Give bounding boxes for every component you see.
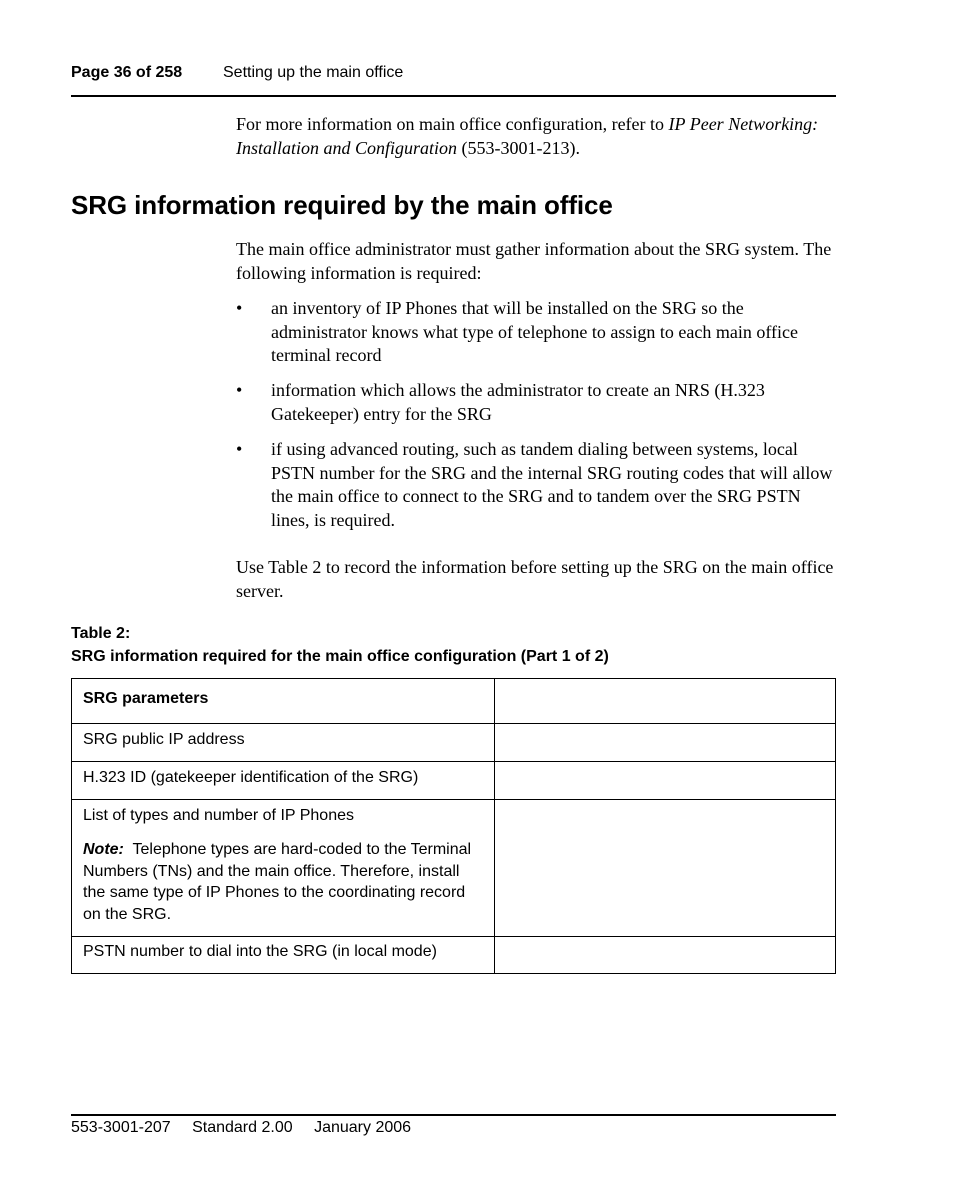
value-cell	[495, 679, 836, 724]
table-row	[72, 762, 836, 800]
note	[83, 839, 483, 925]
footer-doc-number: 553-3001-207	[71, 1119, 171, 1136]
parameter-cell: H.323 ID (gatekeeper identification of the SRG)	[72, 762, 495, 800]
page-number: Page 36 of 258	[71, 64, 183, 81]
parameter-cell: SRG public IP address	[72, 724, 495, 762]
note-text: Telephone types are hard-coded to the Terminal Numbers (TNs) and the main office. Therefore, install the same type of IP Phones to the coordinating record on the SRG.	[83, 841, 472, 923]
section-name: Setting up the main office	[223, 64, 404, 81]
section-heading: SRG information required by the main office	[71, 190, 613, 220]
srg-parameters-table	[71, 678, 836, 974]
page-footer	[71, 1119, 428, 1137]
parameter-cell	[72, 800, 495, 937]
footer-divider	[71, 1114, 836, 1116]
table-row	[72, 724, 836, 762]
footer-date: January 2006	[314, 1119, 412, 1136]
parameter-text: List of types and number of IP Phones	[83, 807, 354, 824]
table-row	[72, 800, 836, 937]
bullet-icon: •	[236, 439, 243, 459]
value-cell	[495, 762, 836, 800]
table-title: SRG information required for the main office configuration (Part 1 of 2)	[71, 648, 609, 665]
body-paragraph-2: Use Table 2 to record the information before setting up the SRG on the main office server.	[236, 557, 834, 601]
footer-standard: Standard 2.00	[192, 1119, 293, 1136]
bullet-text: an inventory of IP Phones that will be installed on the SRG so the administrator knows what type of telephone to assign to each main office terminal record	[271, 298, 799, 365]
header-cell: SRG parameters	[72, 679, 495, 724]
table-label: Table 2:	[71, 625, 131, 642]
table-caption	[71, 622, 609, 668]
note-label: Note:	[83, 841, 124, 858]
body-paragraph-1: The main office administrator must gather information about the SRG system. The following information is required:	[236, 239, 832, 283]
referenced-doc-number: (553-3001-213).	[457, 137, 581, 158]
bullet-icon: •	[236, 380, 243, 400]
value-cell	[495, 937, 836, 974]
referenced-doc-title: IP Peer Networking: Installation and Configuration	[236, 114, 819, 158]
bullet-icon: •	[236, 298, 243, 318]
table-header-row	[72, 679, 836, 724]
value-cell	[495, 800, 836, 937]
header-divider	[71, 95, 836, 97]
page-header	[71, 64, 836, 82]
parameter-cell: PSTN number to dial into the SRG (in local mode)	[72, 937, 495, 974]
bullet-text: information which allows the administrator to create an NRS (H.323 Gatekeeper) entry for the SRG	[271, 380, 765, 424]
value-cell	[495, 724, 836, 762]
intro-lead: For more information on main office configuration, refer to	[236, 114, 669, 134]
intro-paragraph	[236, 113, 836, 160]
table-row	[72, 937, 836, 974]
bullet-text: if using advanced routing, such as tandem dialing between systems, local PSTN number for the SRG and the internal SRG routing codes that will allow the main office to connect to the SRG and to tandem over the SRG PSTN lines, is required.	[271, 439, 833, 530]
